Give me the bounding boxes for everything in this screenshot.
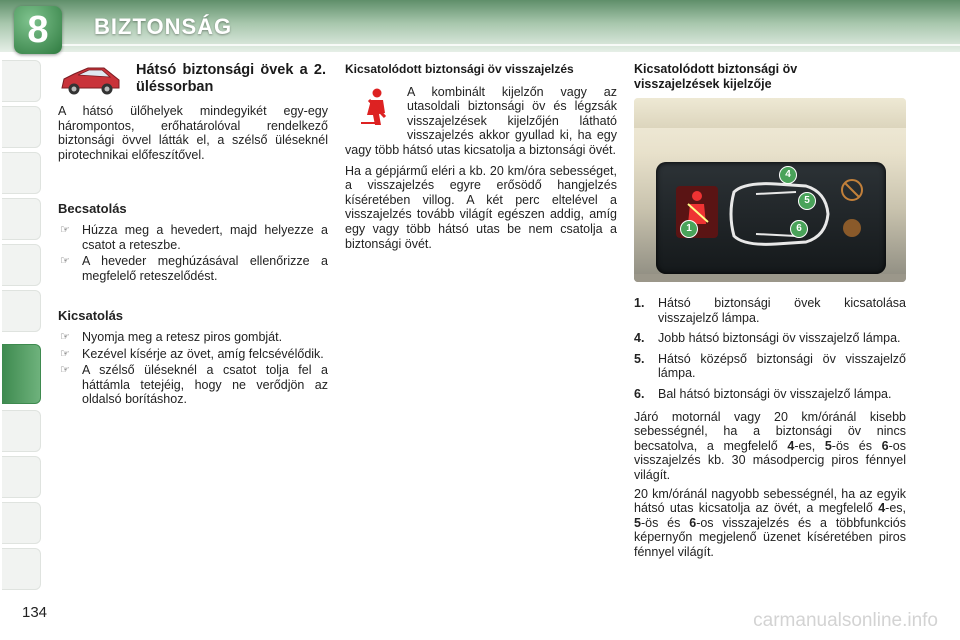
chapter-tab-active[interactable] bbox=[2, 344, 41, 404]
section-header bbox=[58, 60, 328, 104]
lamp-number: 4 bbox=[878, 501, 886, 516]
list-item bbox=[58, 254, 328, 283]
note-text: 20 km/óránál nagyobb sebességnél, ha az egyik hátsó utas kicsatolja az övét, a megfelelő bbox=[634, 486, 906, 516]
note-text: -ös és bbox=[640, 515, 690, 530]
warning-text: A kombinált kijelzőn vagy az utasoldali biztonsági öv és légzsák visszajelzések kijelzőjén látható visszajelzés akkor gyullad ki, ha egy vagy több hátsó utas kicsatolja a biztonsági övét. bbox=[345, 84, 617, 157]
speed-paragraph: Ha a gépjármű eléri a kb. 20 km/óra sebességet, a visszajelzés egyre erősödő hangjelzés kíséretében villog. A két perc eltelével a visszajelzés tovább világít egészen addig, amíg egy vagy több hátsó utas be nem csatolja a biztonsági övét. bbox=[345, 163, 617, 251]
column-rear-seatbelts bbox=[58, 60, 328, 407]
warning-display-panel bbox=[656, 162, 886, 274]
marker-4: 4 bbox=[779, 166, 797, 184]
column-warning-display bbox=[634, 62, 906, 91]
lamp-number: 6 bbox=[881, 438, 889, 453]
legend-number: 1. bbox=[634, 296, 645, 310]
page-number: 134 bbox=[22, 604, 48, 621]
list-item-text: Nyomja meg a retesz piros gombját. bbox=[82, 329, 283, 344]
list-item-text: Húzza meg a hevedert, majd helyezze a csatot a reteszbe. bbox=[82, 222, 328, 252]
marker-6: 6 bbox=[790, 220, 808, 238]
section-heading: Kicsatolódott biztonsági öv visszajelzés bbox=[345, 62, 574, 76]
chapter-tab[interactable] bbox=[2, 60, 41, 102]
list-item-text: Kezével kísérje az övet, amíg felcsévélődik. bbox=[82, 346, 324, 361]
list-item bbox=[58, 223, 328, 252]
lamp-number: 5 bbox=[634, 515, 641, 530]
seatbelt-warning-icon bbox=[355, 87, 395, 127]
legend-item bbox=[634, 331, 906, 346]
chapter-tab[interactable] bbox=[2, 244, 41, 286]
chapter-tab[interactable] bbox=[2, 106, 41, 148]
chapter-tab[interactable] bbox=[2, 502, 41, 544]
note-text: -es, bbox=[885, 501, 906, 516]
note-text: -os visszajelzés kb. 30 másodpercig piros fénnyel világít. bbox=[634, 438, 906, 482]
chapter-tab-rail bbox=[0, 60, 44, 580]
warning-paragraph bbox=[345, 85, 617, 158]
note-text: Járó motornál vagy 20 km/óránál kisebb sebességnél, ha a biztonsági öv nincs becsatolva, a megfelelő bbox=[634, 409, 906, 453]
chapter-tab[interactable] bbox=[2, 548, 41, 590]
lower-trim bbox=[634, 274, 906, 282]
unfastening-heading: Kicsatolás bbox=[58, 308, 124, 324]
watermark: carmanualsonline.info bbox=[753, 610, 938, 631]
car-icon bbox=[58, 62, 122, 98]
section-heading: Kicsatolódott biztonsági öv visszajelzések kijelzője bbox=[634, 62, 798, 91]
high-speed-note bbox=[634, 487, 906, 560]
marker-5: 5 bbox=[798, 192, 816, 210]
legend-number: 5. bbox=[634, 351, 645, 366]
legend-text: Bal hátsó biztonsági öv visszajelző lámpa. bbox=[658, 386, 892, 401]
legend-text: Hátsó középső biztonsági öv visszajelző lámpa. bbox=[658, 351, 906, 381]
fastening-section bbox=[58, 202, 328, 283]
legend-text: Jobb hátsó biztonsági öv visszajelző lámpa. bbox=[658, 331, 901, 346]
seatbelt-display-photo bbox=[634, 98, 906, 282]
lamp-number: 4 bbox=[787, 438, 795, 453]
list-item bbox=[58, 347, 328, 362]
low-speed-note bbox=[634, 410, 906, 483]
chapter-tab[interactable] bbox=[2, 290, 41, 332]
hand-pointer-icon: ☞ bbox=[60, 223, 70, 236]
hand-pointer-icon: ☞ bbox=[60, 330, 70, 343]
chapter-tab[interactable] bbox=[2, 152, 41, 194]
list-item-text: A szélső üléseknél a csatot tolja fel a háttámla tetejéig, hogy ne verődjön az oldalsó borításhoz. bbox=[82, 363, 328, 407]
column-seatbelt-warning bbox=[345, 62, 617, 251]
lamp-number: 6 bbox=[689, 515, 697, 530]
chapter-title: BIZTONSÁG bbox=[94, 14, 233, 39]
legend-number: 4. bbox=[634, 331, 645, 346]
legend-number: 6. bbox=[634, 386, 645, 401]
display-graphics bbox=[656, 162, 886, 274]
lamp-number: 5 bbox=[824, 438, 832, 453]
legend-item bbox=[634, 352, 906, 381]
note-text: -ös és bbox=[831, 438, 882, 453]
note-text: -es, bbox=[794, 438, 825, 453]
hand-pointer-icon: ☞ bbox=[60, 255, 70, 268]
hand-pointer-icon: ☞ bbox=[60, 364, 70, 377]
hand-pointer-icon: ☞ bbox=[60, 347, 70, 360]
header-divider bbox=[60, 44, 960, 46]
unfastening-section bbox=[58, 309, 328, 407]
intro-paragraph: A hátsó ülőhelyek mindegyikét egy-egy hárompontos, erőhatárolóval rendelkező biztonsági övvel látták el, a szélső üléseknél pirotechnikai előfeszítővel. bbox=[58, 104, 328, 162]
note-text: -os visszajelzés és a többfunkciós képernyőn megjelenő üzenet kíséretében piros fénnyel világít. bbox=[634, 515, 906, 559]
list-item-text: A heveder meghúzásával ellenőrizze a megfelelő reteszelődést. bbox=[82, 254, 328, 283]
chapter-tab[interactable] bbox=[2, 198, 41, 240]
marker-1: 1 bbox=[680, 220, 698, 238]
legend-and-notes bbox=[634, 296, 906, 560]
legend-text: Hátsó biztonsági övek kicsatolása visszajelző lámpa. bbox=[658, 296, 906, 325]
legend-item bbox=[634, 387, 906, 402]
chapter-tab[interactable] bbox=[2, 456, 41, 498]
list-item bbox=[58, 330, 328, 345]
section-title: Hátsó biztonsági övek a 2. üléssorban bbox=[136, 62, 326, 95]
ceiling-trim bbox=[634, 98, 906, 128]
chapter-tab[interactable] bbox=[2, 410, 41, 452]
legend-item bbox=[634, 296, 906, 325]
fastening-heading: Becsatolás bbox=[58, 201, 127, 217]
chapter-number-badge: 8 bbox=[14, 6, 62, 54]
list-item bbox=[58, 363, 328, 407]
